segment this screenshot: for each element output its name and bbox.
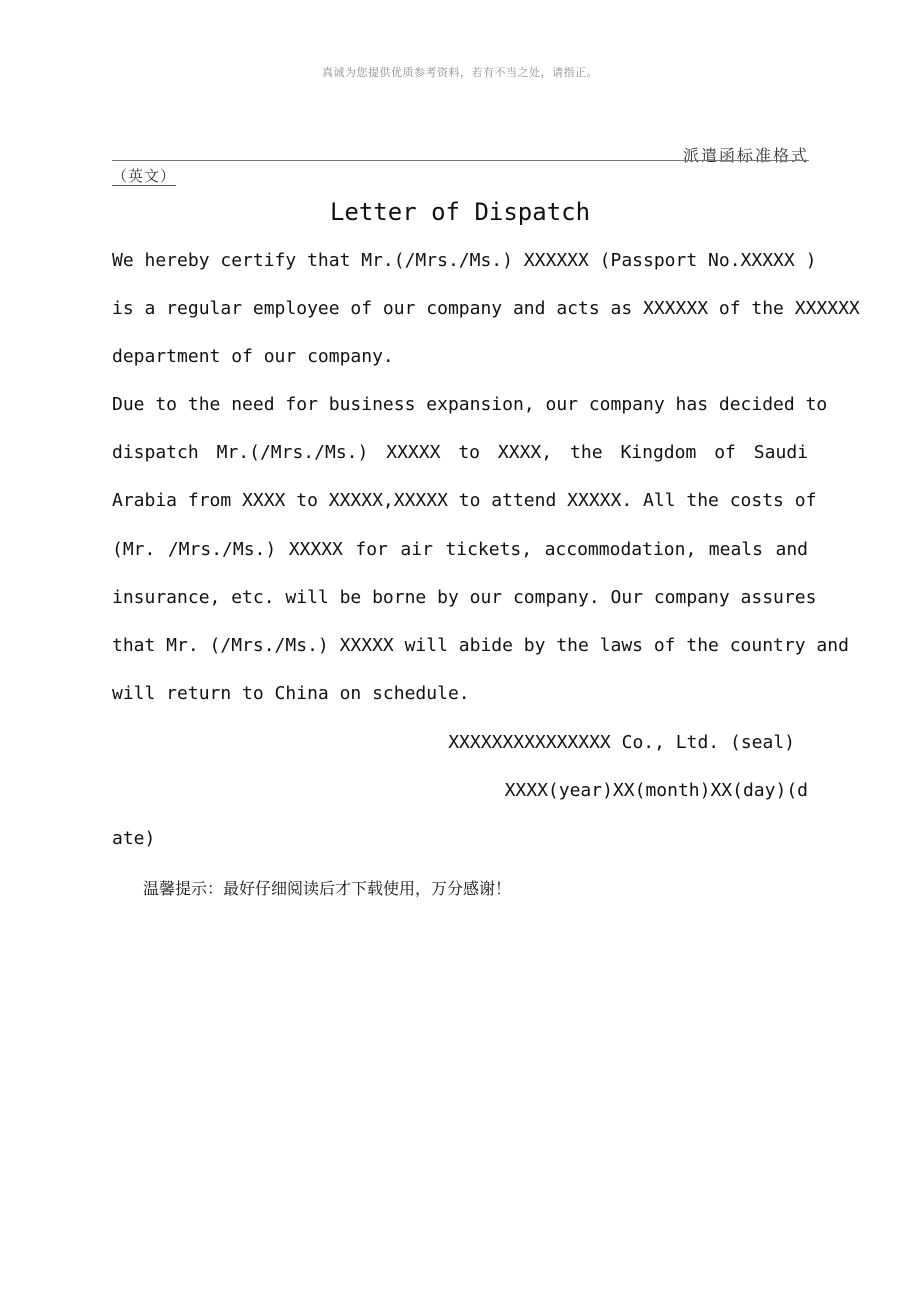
document-title: Letter of Dispatch [329, 198, 591, 226]
signature-company: XXXXXXXXXXXXXXX Co., Ltd. (seal) [448, 732, 795, 753]
body-line: insurance, etc. will be borne by our company. Our company assures [112, 587, 817, 608]
body-line: will return to China on schedule. [112, 683, 470, 704]
header-title: 派遣函标准格式 [682, 146, 809, 165]
signature-date: XXXX(year)XX(month)XX(day)(d [504, 780, 808, 801]
body-line: that Mr. (/Mrs./Ms.) XXXXX will abide by the laws of the country and [112, 635, 849, 656]
watermark-text: 真诚为您提供优质参考资料，若有不当之处，请指正。 [322, 66, 598, 79]
body-line: We hereby certify that Mr.(/Mrs./Ms.) XXXXXX (Passport No.XXXXX ) [112, 250, 817, 271]
header-subtitle: （英文） [112, 167, 177, 185]
body-line: (Mr. /Mrs./Ms.) XXXXX for air tickets, accommodation, meals and [112, 539, 808, 560]
header-divider [112, 160, 809, 161]
tip-text: 温馨提示：最好仔细阅读后才下载使用，万分感谢！ [143, 879, 512, 898]
body-line: dispatch Mr.(/Mrs./Ms.) XXXXX to XXXX, the Kingdom of Saudi [112, 442, 808, 463]
body-line: department of our company. [112, 346, 394, 367]
body-line: Arabia from XXXX to XXXXX,XXXXX to attend XXXXX. All the costs of [112, 490, 817, 511]
signature-date-continued: ate) [112, 828, 156, 849]
body-line: Due to the need for business expansion, our company has decided to [112, 394, 828, 415]
body-line: is a regular employee of our company and acts as XXXXXX of the XXXXXX [112, 298, 860, 319]
